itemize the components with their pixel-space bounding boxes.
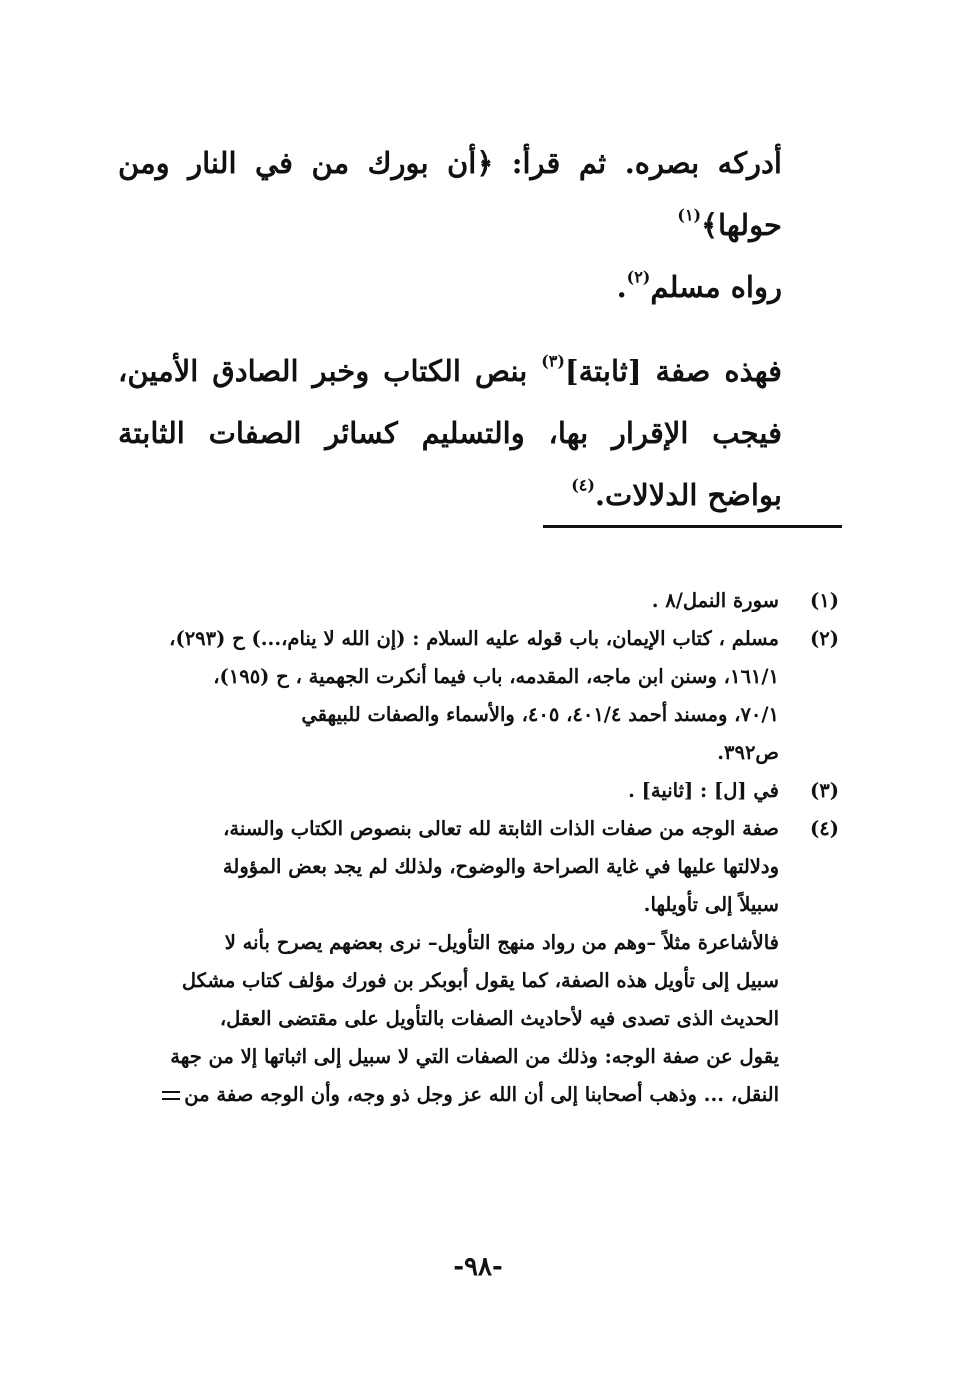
main-text: [118, 132, 782, 526]
para1-line1: أدركه بصره. ثم قرأ: ﴿أن بورك من في النار ومن حولها﴾: [118, 146, 782, 242]
footnote-separator: [543, 525, 842, 528]
footnote-ref-4: (٤): [571, 475, 595, 495]
paragraph-1: [118, 132, 782, 318]
footnote-line: سبيل إلى تأويل هذه الصفة، كما يقول أبوبكر بن فورك مؤلف كتاب مشكل: [181, 969, 779, 992]
footnote-line: مسلم ، كتاب الإيمان، باب قوله عليه السلام : (إن الله لا ينام،...) ح (٢٩٣)،: [169, 627, 779, 650]
para1-line2: رواه مسلم: [650, 270, 782, 304]
footnote-number: (١): [810, 589, 839, 612]
footnote-line: يقول عن صفة الوجه: وذلك من الصفات التي لا سبيل إلى اثباتها إلا من جهة: [170, 1045, 779, 1068]
footnote-line: الحديث الذى تصدى فيه لأحاديث الصفات بالتأويل على مقتضى العقل،: [219, 1007, 779, 1030]
footnote-line: ودلالتها عليها في غاية الصراحة والوضوح، ولذلك لم يجد بعض المؤولة: [222, 855, 779, 878]
footnote-1: [114, 582, 839, 620]
footnote-line: ٧٠/١، ومسند أحمد ٤٠١/٤، ٤٠٥، والأسماء والصفات للبيهقي: [301, 703, 779, 726]
footnote-ref-2: (٢): [626, 267, 651, 287]
footnote-number: (٤): [810, 817, 839, 840]
footnotes: [114, 582, 839, 1114]
para2-start: فهذه صفة [ثابتة]: [564, 354, 782, 388]
footnote-line: صفة الوجه من صفات الذات الثابتة لله تعالى بنصوص الكتاب والسنة،: [223, 817, 779, 840]
paragraph-2: [118, 340, 782, 526]
footnote-number: (٢): [810, 627, 839, 650]
footnote-number: (٣): [810, 779, 839, 802]
para2-rest: بنص الكتاب وخبر الصادق الأمين، فيجب الإقرار بها، والتسليم كسائر الصفات الثابتة بواضح الدلالات.: [118, 354, 782, 512]
page-number: -٩٨-: [453, 1252, 503, 1282]
footnote-3: [114, 772, 839, 810]
footnote-line: ص٣٩٢.: [717, 741, 779, 764]
footnote-4: [114, 810, 839, 1114]
footnote-line: [114, 1076, 779, 1114]
footnote-body: [114, 620, 779, 772]
footnote-line: ١٦١/١، وسنن ابن ماجه، المقدمه، باب فيما أنكرت الجهمية ، ح (١٩٥)،: [213, 665, 779, 688]
continuation-mark-icon: [162, 1091, 180, 1100]
footnote-line-text: النقل، ... وذهب أصحابنا إلى أن الله عز وجل ذو وجه، وأن الوجه صفة من: [184, 1083, 779, 1106]
para1-end: .: [616, 270, 627, 304]
footnote-line: سبيلاً إلى تأويلها.: [643, 893, 779, 916]
footnote-2: [114, 620, 839, 772]
footnote-ref-1: (١): [677, 205, 702, 225]
footnote-body: [114, 582, 779, 620]
footnote-line: سورة النمل/٨ .: [651, 589, 779, 612]
footnote-body: [114, 772, 779, 810]
footnote-line: فالأشاعرة مثلاً –وهم من رواد منهج التأويل– نرى بعضهم يصرح بأنه لا: [224, 931, 779, 954]
footnote-body: [114, 810, 779, 1114]
footnote-ref-3: (٣): [541, 351, 565, 371]
footnote-line: في [ل] : [ثانية] .: [628, 779, 779, 802]
